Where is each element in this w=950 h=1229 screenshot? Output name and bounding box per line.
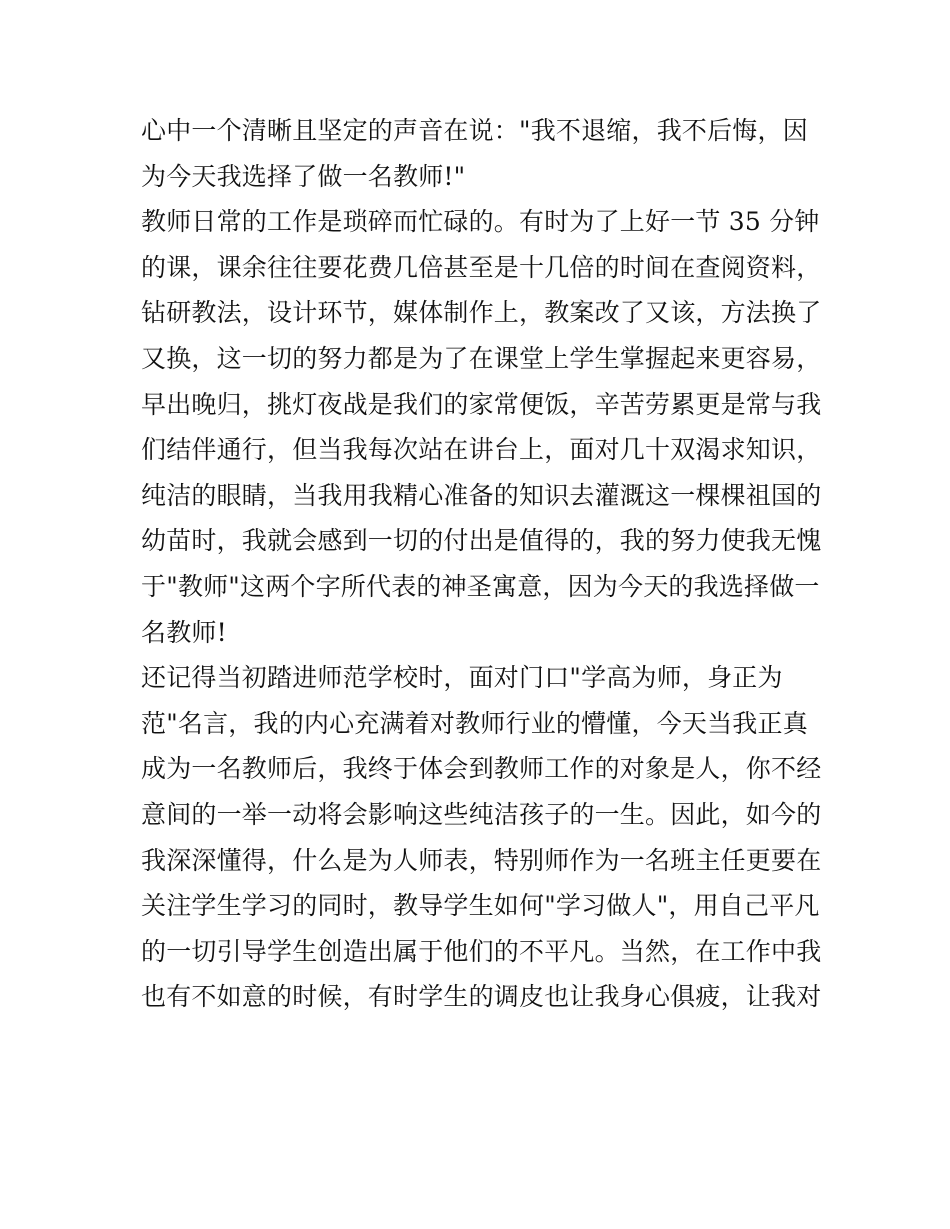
text-line: 们结伴通行，但当我每次站在讲台上，面对几十双渴求知识， — [141, 435, 822, 465]
text-line: 范"名言，我的内心充满着对教师行业的懵懂，今天当我正真 — [141, 708, 808, 738]
text-line: 还记得当初踏进师范学校时，面对门口"学高为师，身正为 — [141, 663, 783, 693]
text-line: 纯洁的眼睛，当我用我精心准备的知识去灌溉这一棵棵祖国的 — [141, 480, 822, 510]
text-line: 成为一名教师后，我终于体会到教师工作的对象是人，你不经 — [141, 754, 822, 784]
text-line: 也有不如意的时候，有时学生的调皮也让我身心俱疲，让我对 — [141, 982, 822, 1012]
text-line: 的课，课余往往要花费几倍甚至是十几倍的时间在查阅资料， — [141, 252, 822, 282]
text-line: 的一切引导学生创造出属于他们的不平凡。当然，在工作中我 — [141, 936, 822, 966]
text-line: 早出晚归，挑灯夜战是我们的家常便饭，辛苦劳累更是常与我 — [141, 389, 822, 419]
text-line: 名教师! — [141, 617, 227, 647]
text-line: 教师日常的工作是琐碎而忙碌的。有时为了上好一节 35 分钟 — [141, 207, 820, 237]
text-line: 又换，这一切的努力都是为了在课堂上学生掌握起来更容易， — [141, 343, 822, 373]
text-line: 心中一个清晰且坚定的声音在说："我不退缩，我不后悔，因 — [141, 116, 808, 145]
text-line: 我深深懂得，什么是为人师表，特别师作为一名班主任更要在 — [141, 845, 822, 875]
text-line: 钻研教法，设计环节，媒体制作上，教案改了又该，方法换了 — [141, 298, 822, 328]
text-line: 幼苗时，我就会感到一切的付出是值得的，我的努力使我无愧 — [141, 526, 822, 556]
document-body — [141, 108, 831, 1020]
text-line: 意间的一举一动将会影响这些纯洁孩子的一生。因此，如今的 — [141, 799, 822, 829]
text-line: 于"教师"这两个字所代表的神圣寓意，因为今天的我选择做一 — [141, 571, 820, 601]
text-line: 为今天我选择了做一名教师!" — [141, 161, 466, 191]
text-line: 关注学生学习的同时，教导学生如何"学习做人"，用自己平凡 — [141, 891, 820, 921]
